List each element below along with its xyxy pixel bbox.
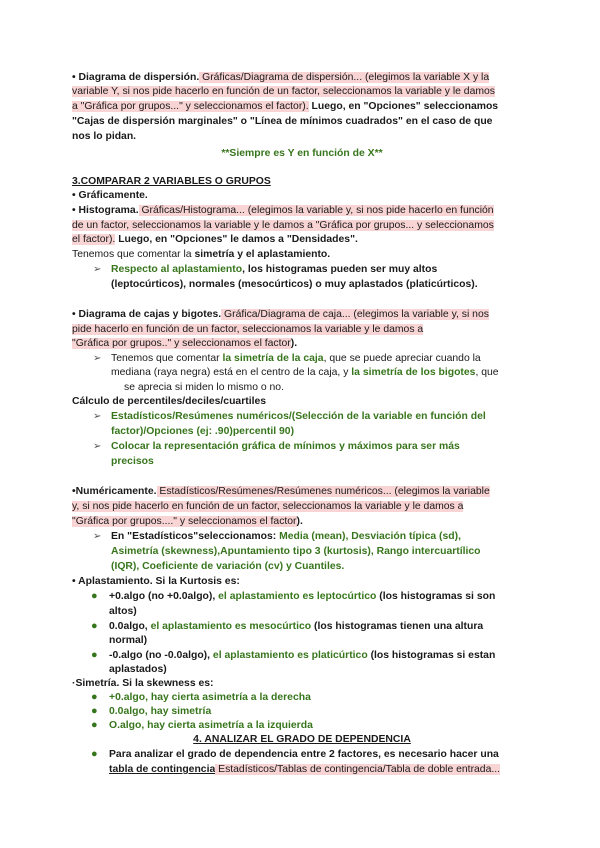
arrow-bullet-icon: ➢ — [93, 531, 102, 542]
scatter-line-4: "Cajas de dispersión marginales" o "Línea de mínimos cuadrados" en el caso de que — [72, 116, 493, 127]
section-3-title: 3.COMPARAR 2 VARIABLES O GRUPOS — [72, 176, 271, 187]
boxplot-line-5: mediana (raya negra) está en el centro de la caja, y la simetría de los bigotes, que — [111, 367, 499, 378]
boxplot-line-3: "Gráfica por grupos.." y seleccionamos el factor). — [72, 338, 298, 349]
dot-bullet-icon: ● — [91, 620, 98, 632]
boxplot-line-4: Tenemos que comentar la simetría de la caja, que se puede apreciar cuando la — [111, 353, 481, 364]
boxplot-line-1: • Diagrama de cajas y bigotes. Gráfica/Diagrama de caja... (elegimos la variable y, si nos — [72, 309, 489, 320]
numeric-line-1: •Numéricamente. Estadísticos/Resúmenes/Resúmenes numéricos... (elegimos la variable — [72, 486, 490, 497]
stats-line-1: En "Estadísticos"seleccionamos: Media (mean), Desviación típica (sd), — [111, 531, 461, 542]
histogram-line-1: • Histograma. Gráficas/Histograma... (elegimos la variable y, si nos pide hacerlo en función — [72, 205, 494, 216]
numeric-line-3: "Gráfica por grupos...." y seleccionamos el factor). — [72, 516, 303, 527]
section-4-title: 4. ANALIZAR EL GRADO DE DEPENDENCIA — [193, 734, 411, 745]
kurtosis-item-1-cont: altos) — [109, 606, 137, 617]
kurtosis-item-2: 0.0algo, el aplastamiento es mesocúrtico (los histogramas tienen una altura — [109, 621, 484, 632]
histogram-line-2: de un factor, seleccionamos la variable y le damos a "Gráfica por grupos... y seleccionamos — [72, 220, 494, 231]
dot-bullet-icon: ● — [91, 719, 98, 731]
dependency-line-2: tabla de contingencia Estadísticos/Tablas de contingencia/Tabla de doble entrada... — [109, 764, 501, 775]
scatter-note: **Siempre es Y en función de X** — [221, 148, 383, 159]
percentiles-line-1: Estadísticos/Resúmenes numéricos/(Selección de la variable en función del — [111, 411, 486, 422]
kurtosis-heading: • Aplastamiento. Si la Kurtosis es: — [72, 576, 240, 587]
scatter-line-1 — [72, 71, 532, 84]
histogram-line-5: Respecto al aplastamiento, los histogramas pueden ser muy altos — [111, 264, 438, 275]
kurtosis-item-1: +0.algo (no +0.0algo), el aplastamiento es leptocúrtico (los histogramas si son — [109, 591, 496, 602]
scatter-line-5: nos lo pidan. — [72, 131, 137, 142]
stats-line-2: Asimetría (skewness),Apuntamiento tipo 3 (kurtosis), Rango intercuartílico — [111, 546, 481, 557]
arrow-bullet-icon: ➢ — [93, 441, 102, 452]
percentiles-line-3: Colocar la representación gráfica de mínimos y máximos para ser más — [111, 441, 460, 452]
percentiles-line-4: precisos — [111, 456, 154, 467]
scatter-heading: • Diagrama de dispersión. — [72, 72, 200, 83]
percentiles-line-2: factor)/Opciones (ej: .90)percentil 90) — [111, 426, 295, 437]
skewness-item-2: 0.0algo, hay simetría — [109, 706, 212, 717]
boxplot-line-2: pide hacerlo en función de un factor, seleccionamos la variable y le damos a — [72, 324, 424, 335]
percentiles-heading: Cálculo de percentiles/deciles/cuartiles — [72, 396, 267, 407]
skewness-heading: ·Simetría. Si la skewness es: — [72, 678, 214, 689]
dot-bullet-icon: ● — [91, 649, 98, 661]
skewness-item-1: +0.algo, hay cierta asimetría a la derecha — [109, 692, 311, 703]
kurtosis-item-2-cont: normal) — [109, 635, 148, 646]
dot-bullet-icon: ● — [91, 691, 98, 703]
histogram-line-4: Tenemos que comentar la simetría y el aplastamiento. — [72, 249, 331, 260]
boxplot-line-6: se aprecia si miden lo mismo o no. — [124, 382, 284, 393]
dependency-line-1: Para analizar el grado de dependencia entre 2 factores, es necesario hacer una — [109, 749, 499, 760]
dot-bullet-icon: ● — [91, 705, 98, 717]
dot-bullet-icon: ● — [91, 748, 98, 760]
skewness-item-3: O.algo, hay cierta asimetría a la izquierda — [109, 720, 313, 731]
scatter-line-2: variable Y, si nos pide hacerlo en función de un factor, seleccionamos la variable y le damos — [72, 86, 495, 97]
stats-line-3: (IQR), Coeficiente de variación (cv) y Cuantiles. — [111, 561, 345, 572]
kurtosis-item-3-cont: aplastados) — [109, 664, 167, 675]
arrow-bullet-icon: ➢ — [93, 353, 102, 364]
histogram-line-3: el factor). Luego, en "Opciones" le damos a "Densidades". — [72, 234, 358, 245]
scatter-menu-path: Gráficas/Diagrama de dispersión... (elegimos la variable X y la — [199, 72, 490, 83]
histogram-line-6: (leptocúrticos), normales (mesocúrticos) o muy aplastados (platicúrticos). — [111, 279, 478, 290]
kurtosis-item-3: -0.algo (no -0.0algo), el aplastamiento es platicúrtico (los histogramas si estan — [109, 650, 496, 661]
numeric-line-2: y, si nos pide hacerlo en función de un factor, seleccionamos la variable y le damos a — [72, 501, 464, 512]
arrow-bullet-icon: ➢ — [93, 411, 102, 422]
scatter-line-3: a "Gráfica por grupos..." y seleccionamos el factor). Luego, en "Opciones" seleccionamos — [72, 101, 499, 112]
arrow-bullet-icon: ➢ — [93, 264, 102, 275]
dot-bullet-icon: ● — [91, 590, 98, 602]
graficamente-label: • Gráficamente. — [72, 190, 148, 201]
